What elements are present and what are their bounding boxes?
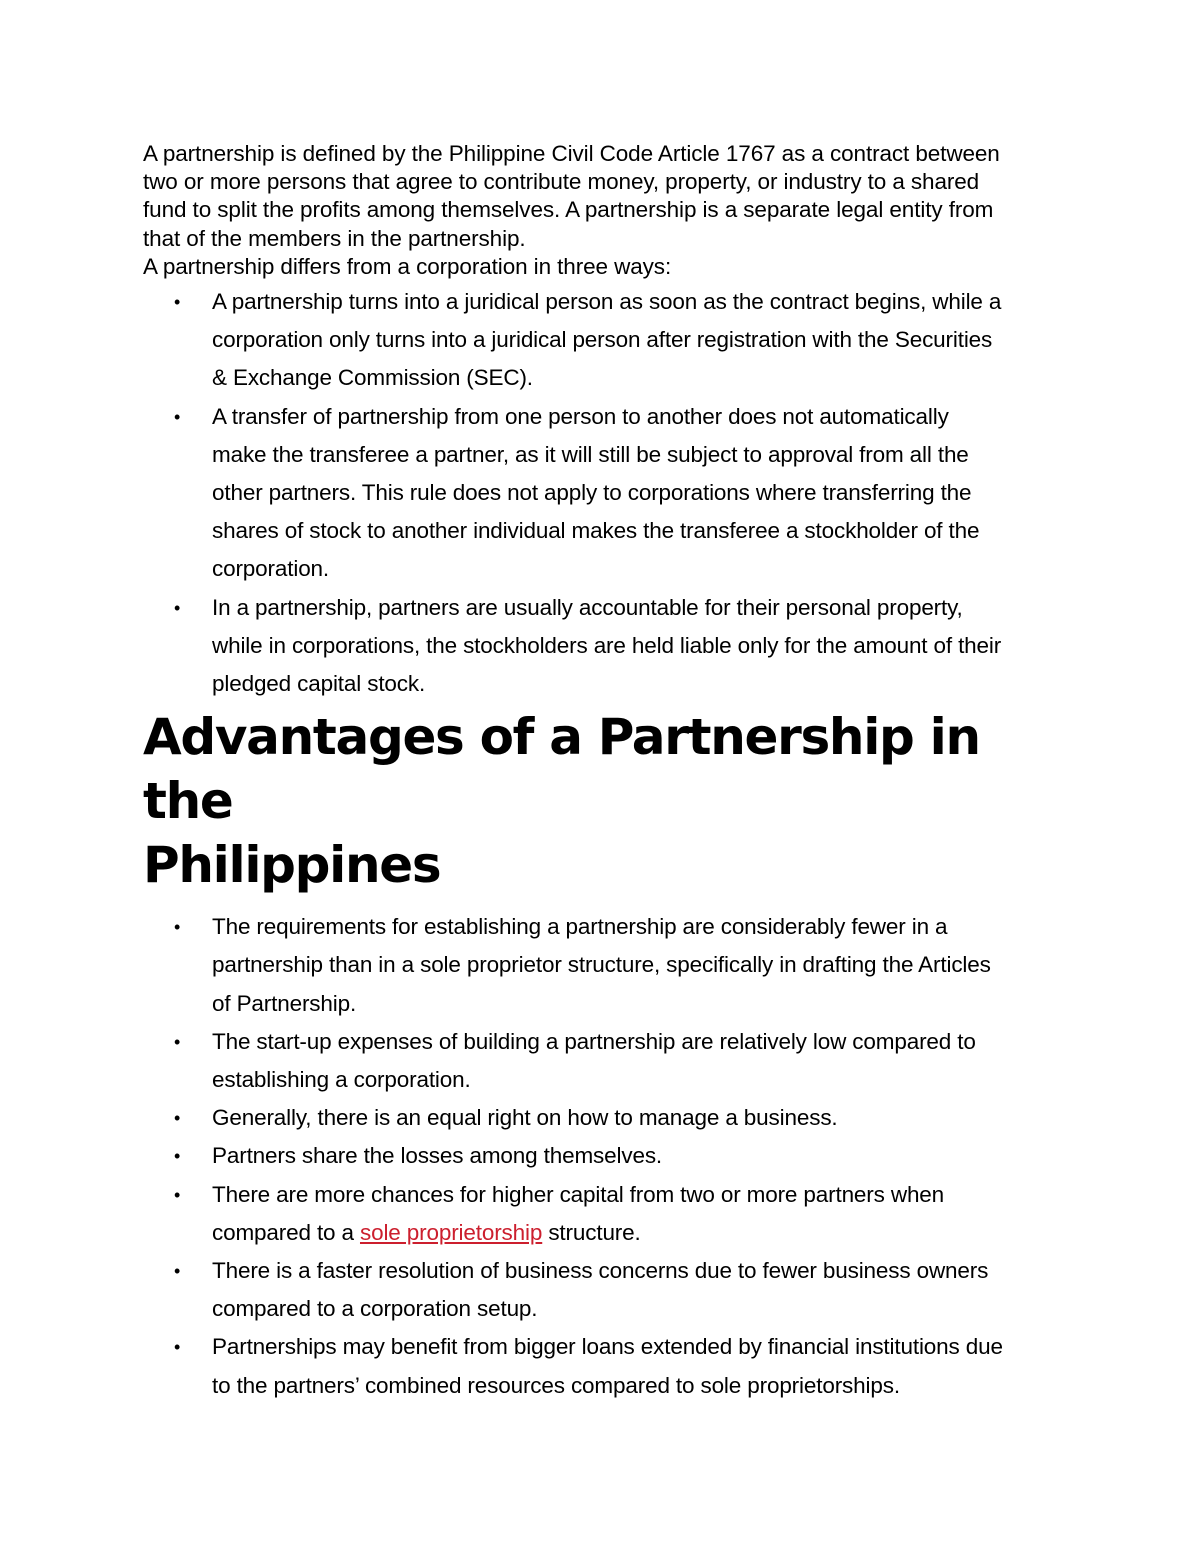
list-item: • There is a faster resolution of business concerns due to fewer business owners compared to a corporation setup. bbox=[212, 1252, 1063, 1328]
intro-paragraph bbox=[143, 140, 1063, 281]
intro-line: A partnership differs from a corporation in three ways: bbox=[143, 253, 672, 279]
list-item: • In a partnership, partners are usually accountable for their personal property, while in corporations, the stockholders are held liable only for the amount of their pledged capital stock. bbox=[212, 589, 1063, 704]
bullet-icon: • bbox=[174, 292, 181, 313]
list-item: • There are more chances for higher capital from two or more partners when compared to a sole proprietorship structure. bbox=[212, 1176, 1063, 1252]
bullet-icon: • bbox=[174, 1184, 181, 1205]
intro-line: that of the members in the partnership. bbox=[143, 225, 526, 251]
bullet-icon: • bbox=[174, 1337, 181, 1358]
sole-proprietorship-link[interactable]: sole proprietorship bbox=[359, 1219, 543, 1245]
bullet-icon: • bbox=[174, 597, 181, 618]
section-heading: Advantages of a Partnership in the Philippines bbox=[143, 708, 980, 895]
bullet-icon: • bbox=[174, 917, 181, 938]
list-item: • The requirements for establishing a partnership are considerably fewer in a partnership than in a sole proprietor structure, specifically in drafting the Articles of Partnership. bbox=[212, 908, 1063, 1023]
document-page bbox=[143, 140, 1063, 1405]
list-item: • A transfer of partnership from one person to another does not automatically make the transferee a partner, as it will still be subject to approval from all the other partners. This rule does not apply to corporations where transferring the shares of stock to another individual makes the transferee a stockholder of the corporation. bbox=[212, 398, 1063, 589]
list-item: • Partners share the losses among themselves. bbox=[212, 1137, 1063, 1175]
bullet-icon: • bbox=[174, 1108, 181, 1129]
bullet-icon: • bbox=[174, 406, 181, 427]
intro-line: fund to split the profits among themselves. A partnership is a separate legal entity from bbox=[143, 197, 994, 223]
bullet-icon: • bbox=[174, 1261, 181, 1282]
intro-line: two or more persons that agree to contribute money, property, or industry to a shared bbox=[143, 169, 980, 195]
list-item: • The start-up expenses of building a partnership are relatively low compared to establishing a corporation. bbox=[212, 1023, 1063, 1099]
list-item: • Partnerships may benefit from bigger loans extended by financial institutions due to the partners’ combined resources compared to sole proprietorships. bbox=[212, 1328, 1063, 1404]
list-item: • Generally, there is an equal right on how to manage a business. bbox=[212, 1099, 1063, 1137]
list-item: • A partnership turns into a juridical person as soon as the contract begins, while a corporation only turns into a juridical person after registration with the Securities & Exchange Commission (SEC). bbox=[212, 283, 1063, 398]
advantages-list bbox=[143, 908, 1063, 1405]
intro-line: A partnership is defined by the Philippine Civil Code Article 1767 as a contract between bbox=[143, 141, 1000, 166]
bullet-icon: • bbox=[174, 1031, 181, 1052]
differences-list bbox=[143, 283, 1063, 703]
bullet-icon: • bbox=[174, 1146, 181, 1167]
